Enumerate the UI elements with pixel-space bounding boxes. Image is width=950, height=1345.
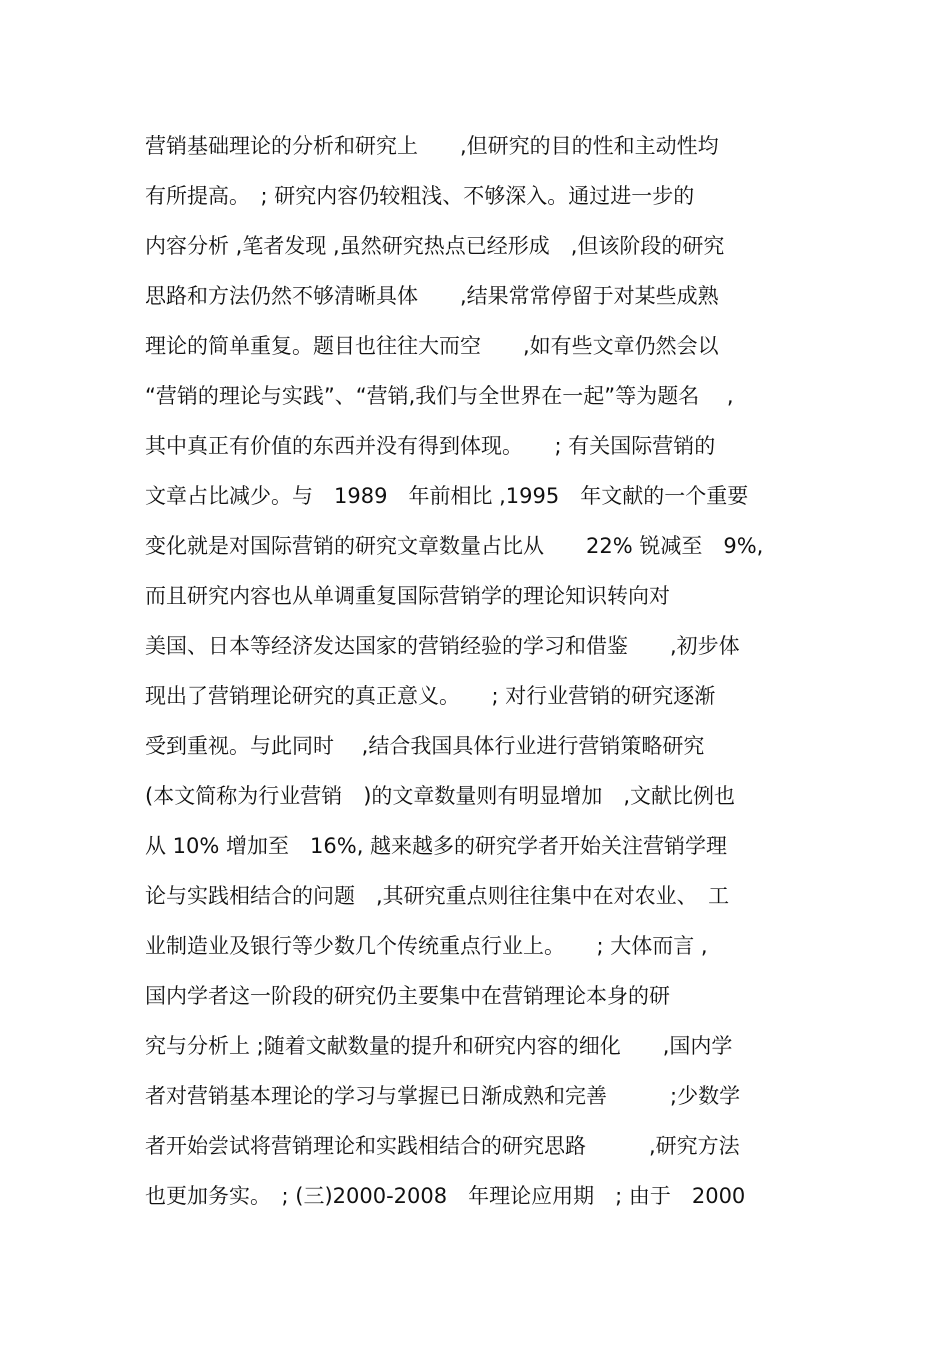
text-line: 现出了营销理论研究的真正意义。 ; 对行业营销的研究逐渐 [145, 684, 716, 708]
text-line: 营销基础理论的分析和研究上 ,但研究的目的性和主动性均 [145, 134, 719, 158]
text-line: 者开始尝试将营销理论和实践相结合的研究思路 ,研究方法 [145, 1134, 740, 1158]
text-line: 变化就是对国际营销的研究文章数量占比从 22% 锐减至 9%, [145, 534, 764, 558]
text-line: 受到重视。与此同时 ,结合我国具体行业进行营销策略研究 [145, 734, 705, 758]
text-line: 理论的简单重复。题目也往往大而空 ,如有些文章仍然会以 [145, 334, 719, 358]
text-line: 而且研究内容也从单调重复国际营销学的理论知识转向对 [145, 584, 670, 608]
text-line: 也更加务实。 ; (三)2000-2008 年理论应用期 ; 由于 2000 [145, 1184, 746, 1208]
text-line: 业制造业及银行等少数几个传统重点行业上。 ; 大体而言 , [145, 934, 708, 958]
text-line: 国内学者这一阶段的研究仍主要集中在营销理论本身的研 [145, 984, 670, 1008]
text-line: 美国、日本等经济发达国家的营销经验的学习和借鉴 ,初步体 [145, 634, 740, 658]
text-line: 思路和方法仍然不够清晰具体 ,结果常常停留于对某些成熟 [145, 284, 719, 308]
body-text [145, 128, 815, 1228]
text-line: 文章占比减少。与 1989 年前相比 ,1995 年文献的一个重要 [145, 484, 749, 508]
text-line: 论与实践相结合的问题 ,其研究重点则往往集中在对农业、 工 [145, 884, 730, 908]
text-line: 内容分析 ,笔者发现 ,虽然研究热点已经形成 ,但该阶段的研究 [145, 234, 725, 258]
text-line: 有所提高。 ; 研究内容仍较粗浅、不够深入。通过进一步的 [145, 184, 695, 208]
text-line: 从 10% 增加至 16%, 越来越多的研究学者开始关注营销学理 [145, 834, 728, 858]
text-line: 究与分析上 ;随着文献数量的提升和研究内容的细化 ,国内学 [145, 1034, 733, 1058]
text-line: “营销的理论与实践”、“营销,我们与全世界在一起”等为题名 , [145, 384, 734, 408]
text-line: (本文简称为行业营销 )的文章数量则有明显增加 ,文献比例也 [145, 784, 736, 808]
text-line: 其中真正有价值的东西并没有得到体现。 ; 有关国际营销的 [145, 434, 716, 458]
text-line: 者对营销基本理论的学习与掌握已日渐成熟和完善 ;少数学 [145, 1084, 741, 1108]
